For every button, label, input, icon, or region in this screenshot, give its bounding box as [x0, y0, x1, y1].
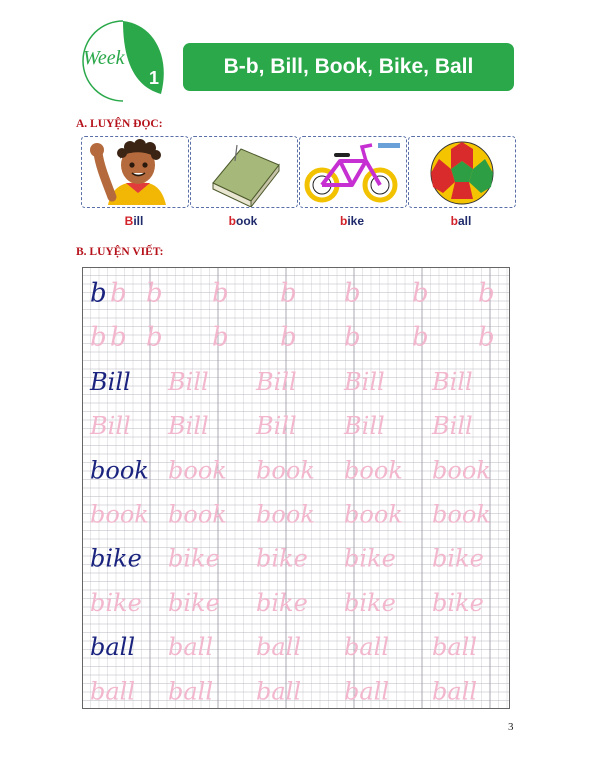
trace-word: b: [412, 278, 429, 309]
week-badge: [75, 18, 175, 104]
book-icon: [191, 137, 297, 207]
trace-word: ball: [90, 677, 136, 706]
word-book: book: [228, 214, 258, 228]
trace-word: bike: [168, 544, 220, 573]
trace-word: book: [256, 500, 315, 529]
model-word: bike: [90, 544, 142, 573]
trace-word: book: [256, 456, 315, 485]
trace-word: b: [478, 322, 495, 353]
trace-word: ball: [168, 633, 214, 662]
trace-word: bike: [256, 544, 308, 573]
trace-word: b: [412, 322, 429, 353]
picture-card-bike: [299, 136, 407, 208]
week-label: Week: [83, 47, 125, 69]
trace-word: bike: [256, 588, 308, 617]
model-word: Bill: [90, 367, 131, 396]
trace-word: b: [110, 278, 127, 309]
page-number: 3: [508, 721, 514, 733]
trace-word: bike: [432, 588, 484, 617]
trace-word: b: [344, 322, 361, 353]
trace-word: book: [90, 500, 149, 529]
trace-word: b: [146, 278, 163, 309]
trace-word: book: [344, 500, 403, 529]
trace-word: Bill: [344, 367, 385, 396]
picture-card-bill: [81, 136, 189, 208]
trace-word: bike: [344, 588, 396, 617]
trace-word: b: [90, 322, 107, 353]
section-b-heading: B. LUYỆN VIẾT:: [76, 246, 164, 258]
trace-word: book: [432, 500, 491, 529]
handwriting-practice-grid: [82, 267, 510, 709]
trace-word: bike: [168, 588, 220, 617]
trace-word: Bill: [344, 412, 385, 441]
bike-icon: [300, 137, 406, 207]
trace-word: Bill: [168, 412, 209, 441]
trace-word: ball: [256, 677, 302, 706]
trace-word: ball: [256, 633, 302, 662]
trace-word: b: [212, 278, 229, 309]
picture-card-ball: [408, 136, 516, 208]
trace-word: b: [280, 322, 297, 353]
trace-word: b: [280, 278, 297, 309]
week-number: 1: [149, 68, 160, 88]
trace-word: Bill: [256, 367, 297, 396]
trace-word: Bill: [432, 367, 473, 396]
model-word: ball: [90, 633, 136, 662]
trace-word: ball: [344, 633, 390, 662]
trace-word: ball: [432, 677, 478, 706]
trace-word: b: [478, 278, 495, 309]
trace-word: ball: [168, 677, 214, 706]
trace-word: b: [146, 322, 163, 353]
trace-word: ball: [344, 677, 390, 706]
trace-word: Bill: [90, 412, 131, 441]
model-word: b: [90, 278, 107, 309]
picture-card-book: [190, 136, 298, 208]
word-bill: Bill: [124, 214, 144, 228]
trace-word: b: [344, 278, 361, 309]
lesson-title: B-b, Bill, Book, Bike, Ball: [183, 43, 514, 91]
model-word: book: [90, 456, 149, 485]
section-a-heading: A. LUYỆN ĐỌC:: [76, 118, 163, 130]
ball-icon: [409, 137, 515, 207]
trace-word: b: [110, 322, 127, 353]
word-ball: ball: [450, 214, 472, 228]
trace-word: book: [168, 500, 227, 529]
trace-word: bike: [90, 588, 142, 617]
trace-word: Bill: [432, 412, 473, 441]
trace-word: book: [168, 456, 227, 485]
trace-word: Bill: [168, 367, 209, 396]
trace-word: book: [344, 456, 403, 485]
trace-word: b: [212, 322, 229, 353]
word-bike: bike: [339, 214, 365, 228]
trace-word: book: [432, 456, 491, 485]
trace-word: ball: [432, 633, 478, 662]
trace-word: bike: [432, 544, 484, 573]
boy-waving-icon: [82, 137, 188, 207]
trace-word: bike: [344, 544, 396, 573]
trace-word: Bill: [256, 412, 297, 441]
